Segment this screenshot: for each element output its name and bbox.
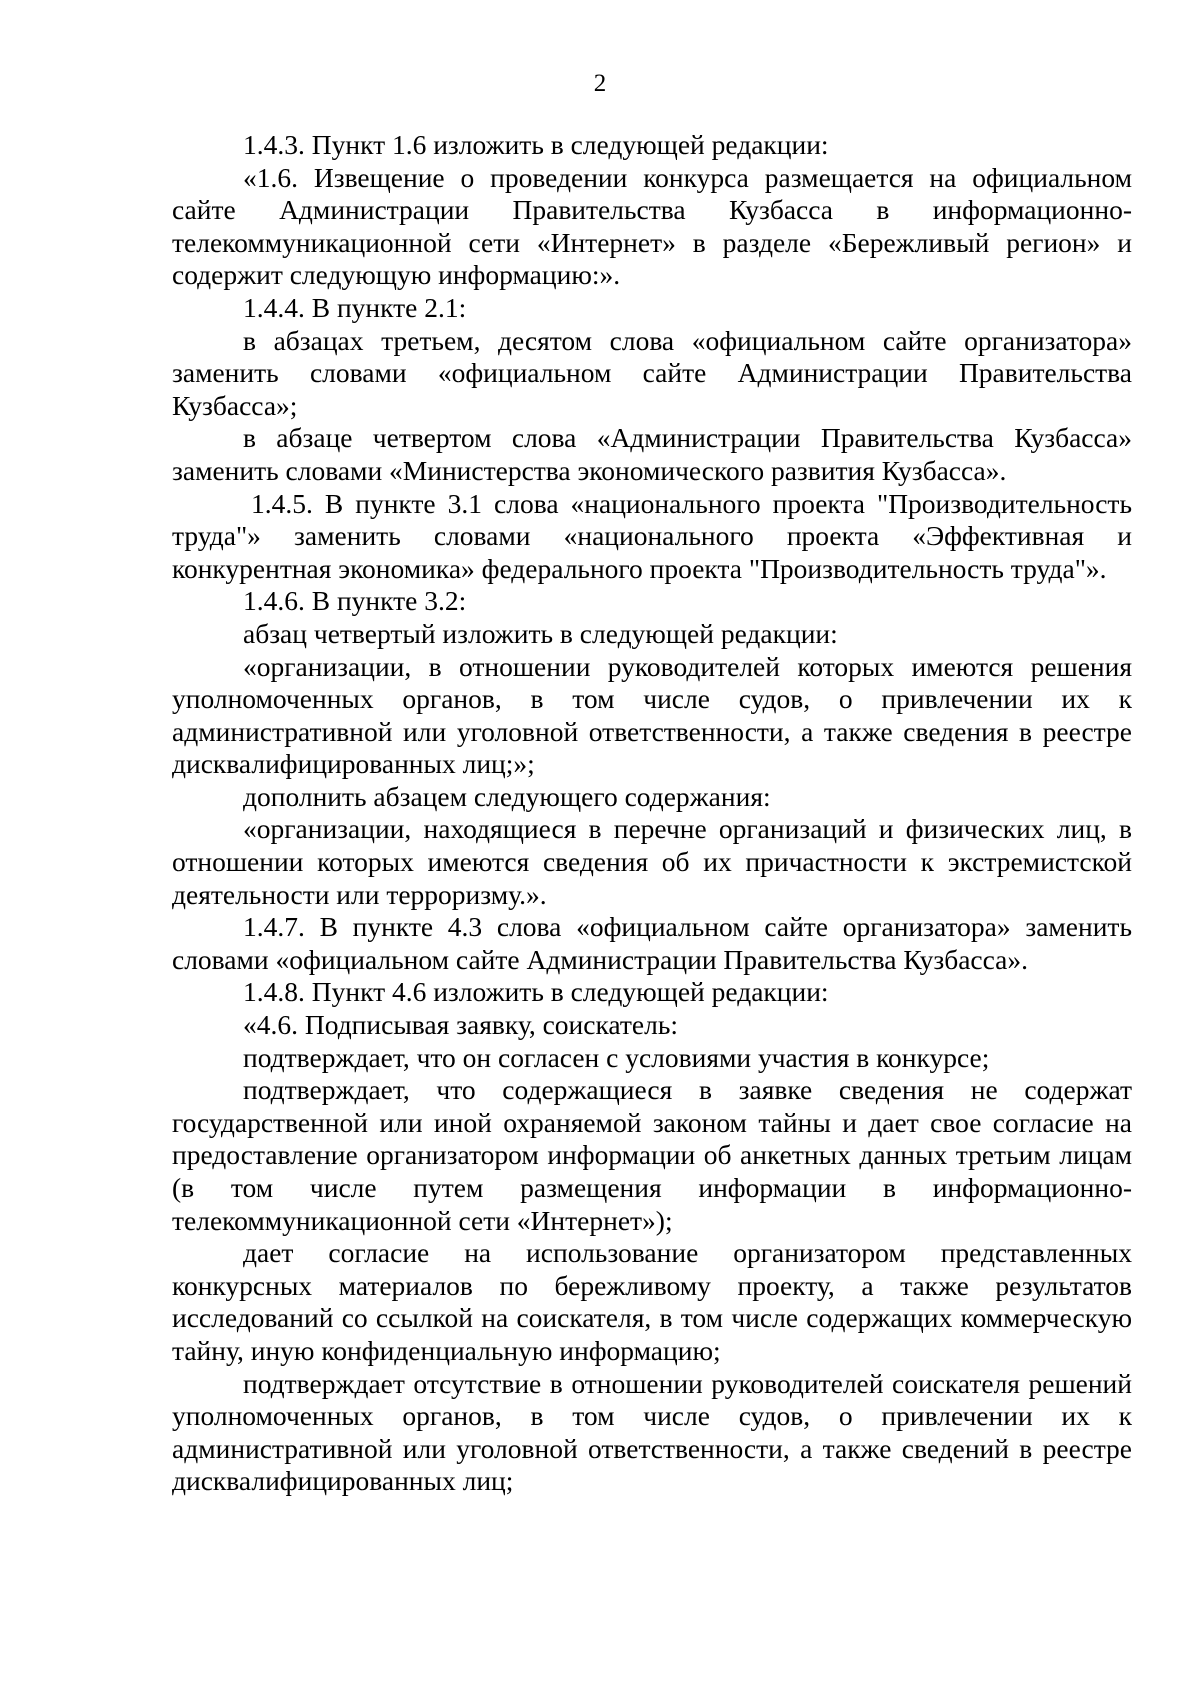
paragraph-organizacii-rukovoditeli: «организации, в отношении руководителей которых имеются решения уполномоченных органов, в том числе судов, о привлечении их к административной или уголовной ответственности, а также сведения в реестре дисквалифицированных лиц;»; xyxy=(172,650,1132,780)
paragraph-organizacii-perechen: «организации, находящиеся в перечне организаций и физических лиц, в отношении которых имеются сведения об их причастности к экстремистской деятельности или терроризму.». xyxy=(172,813,1132,910)
paragraph-1-4-6: 1.4.6. В пункте 3.2: xyxy=(243,585,467,617)
paragraph-1-4-3: 1.4.3. Пункт 1.6 изложить в следующей редакции: xyxy=(243,129,829,160)
paragraph-1-4-4: 1.4.4. В пункте 2.1: xyxy=(243,291,467,323)
paragraph-4-6: «4.6. Подписывая заявку, соискатель: xyxy=(243,1009,679,1041)
paragraph-soglasen-usloviya: подтверждает, что он согласен с условиями участия в конкурсе; xyxy=(243,1041,990,1073)
paragraph-otsutstvie-resheniy: подтверждает отсутствие в отношении руководителей соискателя решений уполномоченных органов, в том числе судов, о привлечении их к административной или уголовной ответственности, а также сведений в реестре дисквалифицированных лиц; xyxy=(172,1367,1132,1497)
paragraph-abzac-3-10: в абзацах третьем, десятом слова «официальном сайте организатора» заменить словами «официальном сайте Администрации Правительства Кузбасса»; xyxy=(172,324,1132,421)
paragraph-1-4-8: 1.4.8. Пункт 4.6 изложить в следующей редакции: xyxy=(243,976,829,1008)
document-body xyxy=(172,129,1132,1498)
page-number: 2 xyxy=(593,70,607,97)
paragraph-abzac-4: в абзаце четвертом слова «Администрации Правительства Кузбасса» заменить словами «Министерства экономического развития Кузбасса». xyxy=(172,422,1132,486)
paragraph-1-6-text: «1.6. Извещение о проведении конкурса размещается на официальном сайте Администрации Правительства Кузбасса в информационно-телекоммуникационной сети «Интернет» в разделе «Бережливый регион» и содержит следующую информацию:». xyxy=(172,161,1132,291)
paragraph-dopolnit-abzacem: дополнить абзацем следующего содержания: xyxy=(243,780,771,812)
paragraph-abzac-4-redakciya: абзац четвертый изложить в следующей редакции: xyxy=(243,617,838,649)
paragraph-1-4-7: 1.4.7. В пункте 4.3 слова «официальном сайте организатора» заменить словами «официальном сайте Администрации Правительства Кузбасса». xyxy=(172,911,1132,975)
paragraph-1-4-5: 1.4.5. В пункте 3.1 слова «национального проекта "Производительность труда"» заменить словами «национального проекта «Эффективная и конкурентная экономика» федерального проекта "Производительность труда"». xyxy=(172,487,1132,584)
paragraph-svedeniya-tayna: подтверждает, что содержащиеся в заявке сведения не содержат государственной или иной охраняемой законом тайны и дает свое согласие на предоставление организатором информации об анкетных данных третьим лицам (в том числе путем размещения информации в информационно-телекоммуникационной сети «Интернет»); xyxy=(172,1074,1132,1236)
paragraph-soglasie-materialy: дает согласие на использование организатором представленных конкурсных материалов по бережливому проекту, а также результатов исследований со ссылкой на соискателя, в том числе содержащих коммерческую тайну, иную конфиденциальную информацию; xyxy=(172,1237,1132,1366)
